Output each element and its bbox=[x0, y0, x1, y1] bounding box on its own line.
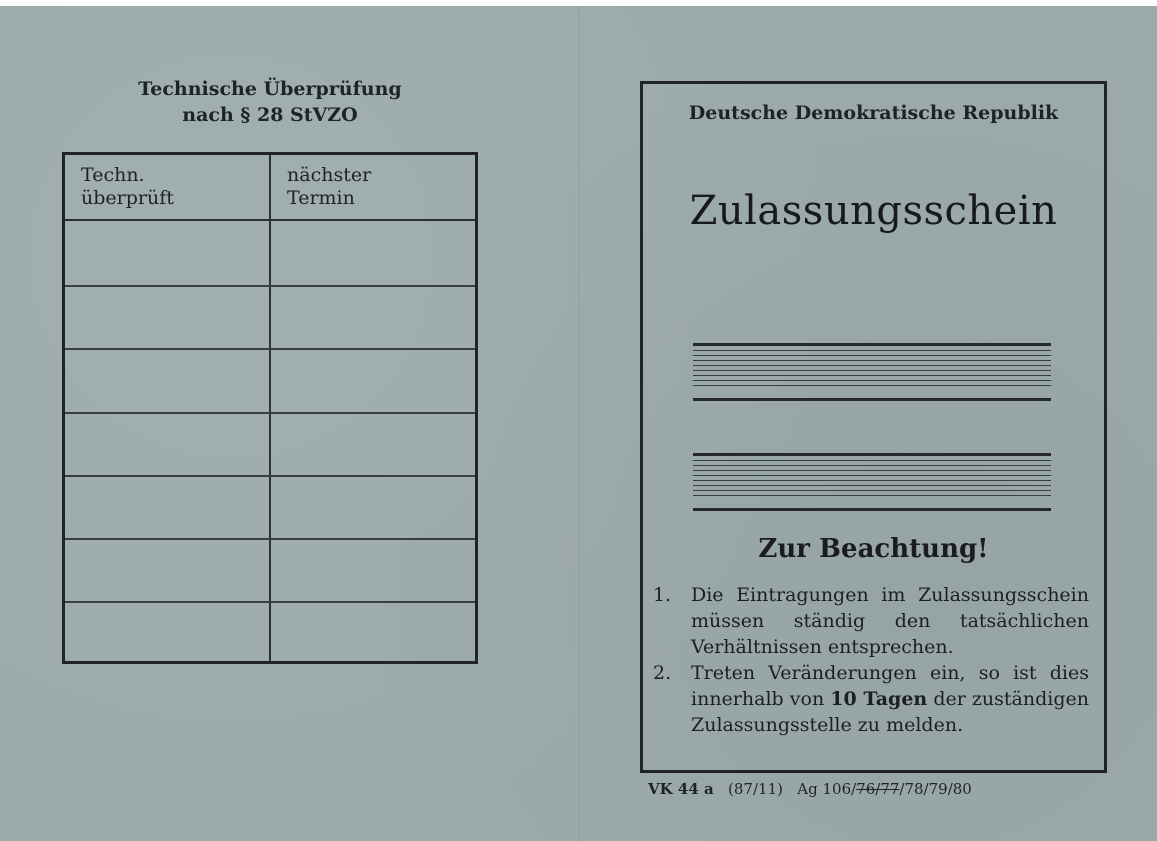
notice-item-2-deadline: 10 Tagen bbox=[830, 688, 928, 710]
notice-item-1 bbox=[653, 582, 1089, 660]
table-row-divider bbox=[65, 285, 475, 287]
header-next-date-line1: nächster bbox=[287, 164, 372, 186]
inspection-title-line2: nach § 28 StVZO bbox=[182, 104, 358, 126]
notice-item-2-text bbox=[691, 660, 1089, 738]
notice-item-1-text: Die Eintragungen im Zulassungsschein müssen ständig den tatsächlichen Verhältnissen entsprechen. bbox=[691, 584, 1089, 658]
table-row-divider bbox=[65, 348, 475, 350]
notice-item-2-text-end: der zuständigen Zulassungsstelle zu melden. bbox=[691, 688, 1090, 736]
document-title: Zulassungsschein bbox=[689, 188, 1058, 234]
form-identifier bbox=[648, 780, 972, 798]
center-fold bbox=[578, 6, 580, 841]
ag-suffix: /78/79/80 bbox=[899, 780, 972, 798]
table-column-divider bbox=[269, 155, 271, 661]
table-row-divider bbox=[65, 538, 475, 540]
ruled-field-2 bbox=[693, 453, 1051, 511]
header-inspected bbox=[81, 164, 174, 210]
form-code: VK 44 a bbox=[648, 780, 714, 798]
inspection-title-line1: Technische Überprüfung bbox=[138, 78, 402, 100]
header-inspected-line2: überprüft bbox=[81, 187, 174, 209]
form-edition: (87/11) bbox=[728, 780, 783, 798]
header-next-date-line2: Termin bbox=[287, 187, 355, 209]
registration-certificate-card bbox=[0, 6, 1157, 841]
country-heading: Deutsche Demokratische Republik bbox=[688, 102, 1059, 124]
inspection-title bbox=[62, 76, 478, 128]
notice-item-2-text-start: Treten Veränderungen ein, so ist dies innerhalb von bbox=[691, 662, 1089, 710]
table-row-divider bbox=[65, 601, 475, 603]
inspection-table bbox=[62, 152, 478, 664]
cover-frame bbox=[640, 81, 1107, 773]
table-row-divider bbox=[65, 412, 475, 414]
notice-item-2 bbox=[653, 660, 1089, 738]
header-inspected-line1: Techn. bbox=[81, 164, 145, 186]
notice-item-2-number: 2. bbox=[653, 662, 672, 684]
notice-item-1-number: 1. bbox=[653, 584, 672, 606]
table-row-divider bbox=[65, 475, 475, 477]
ag-prefix: Ag 106/ bbox=[797, 780, 857, 798]
ag-struck: 76/77 bbox=[856, 780, 900, 798]
header-next-date bbox=[287, 164, 371, 210]
ruled-field-1 bbox=[693, 343, 1051, 401]
notice-heading: Zur Beachtung! bbox=[758, 534, 989, 564]
